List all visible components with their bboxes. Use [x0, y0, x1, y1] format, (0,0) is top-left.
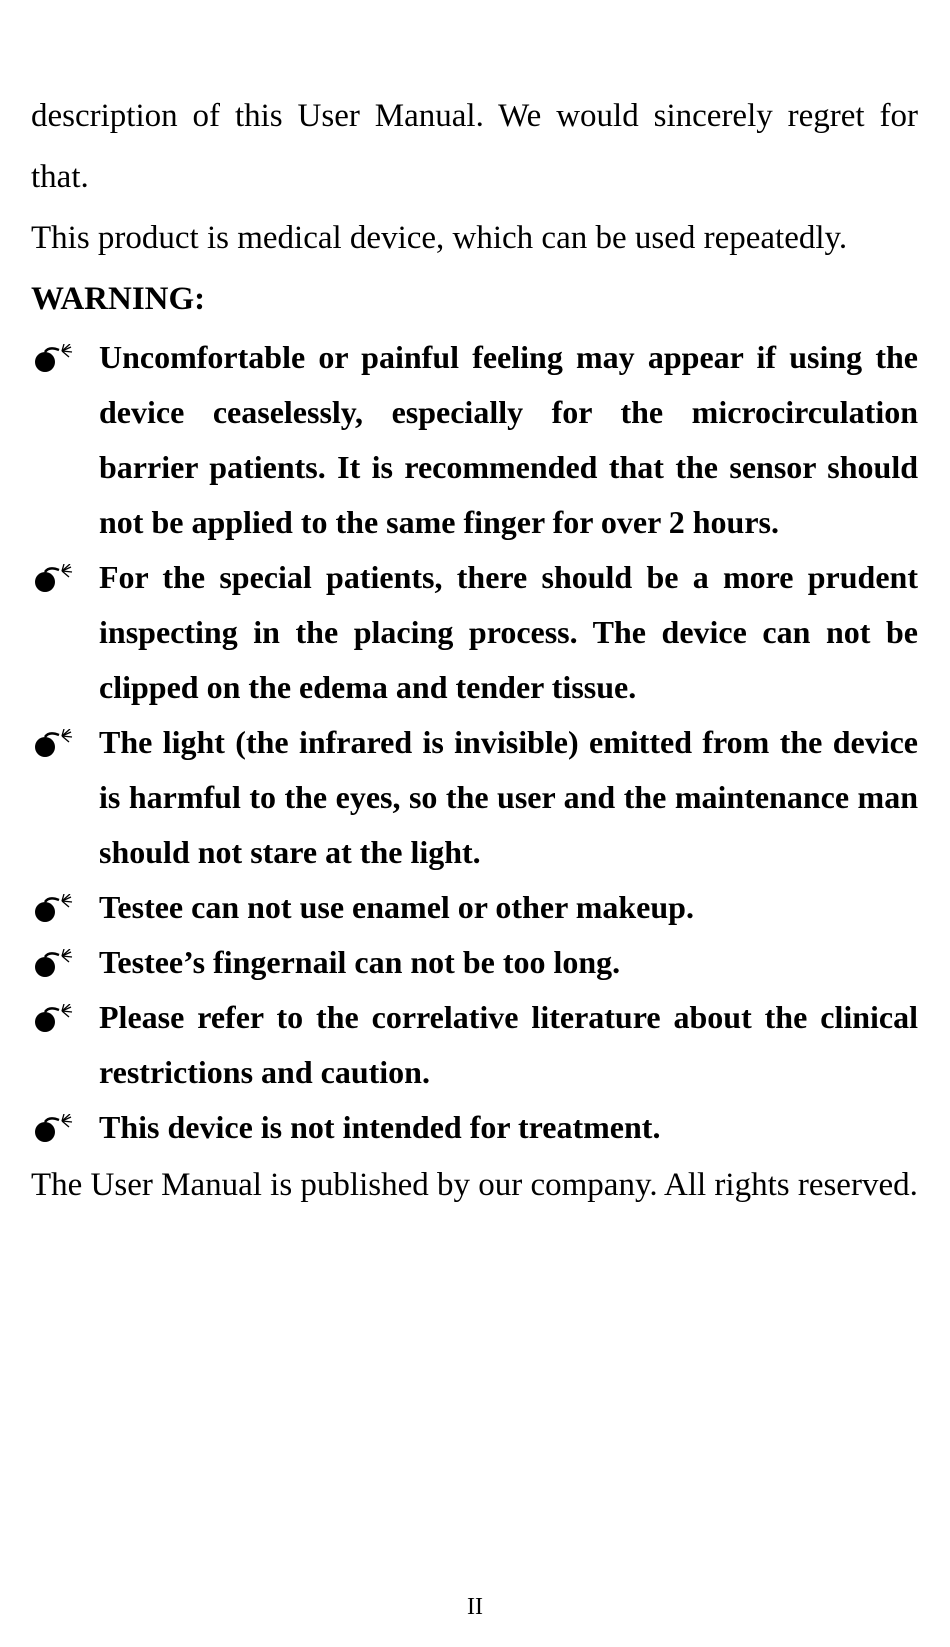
intro-paragraph-1: description of this User Manual. We would sincerely regret for that. — [31, 98, 918, 195]
bomb-icon — [33, 949, 73, 979]
bomb-icon — [33, 894, 73, 924]
warning-text: Testee can not use enamel or other makeup. — [99, 889, 694, 925]
warning-text: This device is not intended for treatment. — [99, 1109, 661, 1145]
closing-paragraph: The User Manual is published by our company. All rights reserved. — [31, 1167, 918, 1203]
bomb-icon — [33, 1114, 73, 1144]
warning-text: Please refer to the correlative literature about the clinical restrictions and caution. — [99, 999, 918, 1090]
warning-text: Uncomfortable or painful feeling may appear if using the device ceaselessly, especially for the microcirculation barrier patients. It is recommended that the sensor should not be applied to the same finger for over 2 hours. — [99, 339, 918, 540]
warning-text: For the special patients, there should be a more prudent inspecting in the placing process. The device can not be clipped on the edema and tender tissue. — [99, 559, 918, 705]
bomb-icon — [33, 729, 73, 759]
intro-paragraph-2: This product is medical device, which can be used repeatedly. — [31, 220, 848, 256]
bomb-icon — [33, 564, 73, 594]
warning-list — [31, 330, 918, 1155]
warning-item — [31, 880, 918, 935]
bomb-icon — [33, 1004, 73, 1034]
warning-item — [31, 550, 918, 715]
warning-item — [31, 1100, 918, 1155]
warning-item — [31, 990, 918, 1100]
warning-heading: WARNING: — [31, 281, 206, 317]
manual-page — [31, 86, 918, 1216]
warning-item — [31, 935, 918, 990]
warning-item — [31, 330, 918, 550]
bomb-icon — [33, 344, 73, 374]
warning-text: The light (the infrared is invisible) emitted from the device is harmful to the eyes, so the user and the maintenance man should not stare at the light. — [99, 724, 918, 870]
warning-item — [31, 715, 918, 880]
page-number: II — [467, 1594, 483, 1620]
warning-text: Testee’s fingernail can not be too long. — [99, 944, 621, 980]
